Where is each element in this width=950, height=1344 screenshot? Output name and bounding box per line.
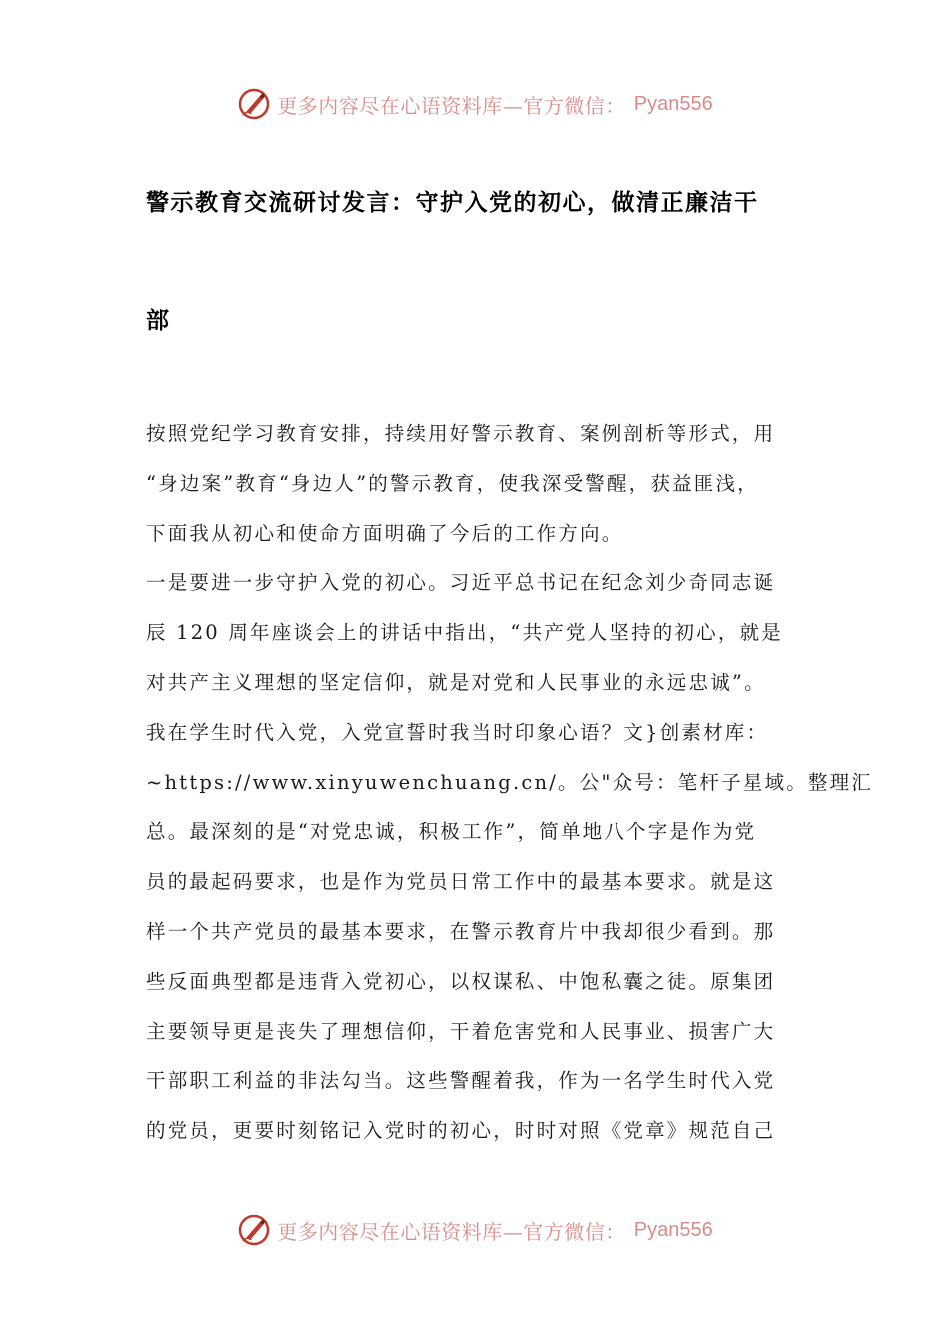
banner-wechat-id: Pyan556 <box>633 1218 713 1241</box>
text-line-url: ~https://www.xinyuwenchuang.cn/。公"众号：笔杆子星域。整理汇 <box>146 770 874 794</box>
banner-text: 更多内容尽在心语资料库—官方微信： <box>277 1219 626 1244</box>
text-line: 样一个共产党员的最基本要求，在警示教育片中我却很少看到。那 <box>146 919 776 943</box>
header-banner <box>0 84 950 124</box>
text-line: 对共产主义理想的坚定信仰，就是对党和人民事业的永远忠诚”。 <box>146 670 766 694</box>
text-line: “身边案”教育“身边人”的警示教育，使我深受警醒，获益匪浅， <box>146 471 759 495</box>
text-line: 一是要进一步守护入党的初心。习近平总书记在纪念刘少奇同志诞 <box>146 571 776 595</box>
text-line: 下面我从初心和使命方面明确了今后的工作方向。 <box>146 521 624 545</box>
text-line: 干部职工利益的非法勾当。这些警醒着我，作为一名学生时代入党 <box>146 1069 776 1093</box>
text-line: 辰 120 周年座谈会上的讲话中指出，“共产党人坚持的初心，就是 <box>146 621 783 645</box>
text-line: 些反面典型都是违背入党初心，以权谋私、中饱私囊之徒。原集团 <box>146 969 776 993</box>
body-paragraphs <box>146 420 874 1167</box>
banner-wechat-id: Pyan556 <box>633 92 713 115</box>
text-line: 员的最起码要求，也是作为党员日常工作中的最基本要求。就是这 <box>146 870 776 894</box>
pen-logo-icon <box>237 87 271 121</box>
text-line: 按照党纪学习教育安排，持续用好警示教育、案例剖析等形式，用 <box>146 422 776 445</box>
text-line: 总。最深刻的是“对党忠诚，积极工作”，简单地八个字是作为党 <box>146 820 757 844</box>
document-title-continued: 部 <box>146 308 171 334</box>
pen-logo-icon <box>237 1213 271 1247</box>
banner-text: 更多内容尽在心语资料库—官方微信： <box>277 93 626 118</box>
text-line: 主要领导更是丧失了理想信仰，干着危害党和人民事业、损害广大 <box>146 1019 776 1043</box>
text-line: 我在学生时代入党，入党宣誓时我当时印象心语？文}创素材库： <box>146 720 769 744</box>
footer-banner <box>0 1210 950 1250</box>
text-line: 的党员，更要时刻铭记入党时的初心，时时对照《党章》规范自己 <box>146 1119 776 1143</box>
document-title: 警示教育交流研讨发言：守护入党的初心，做清正廉洁干 <box>146 190 759 216</box>
